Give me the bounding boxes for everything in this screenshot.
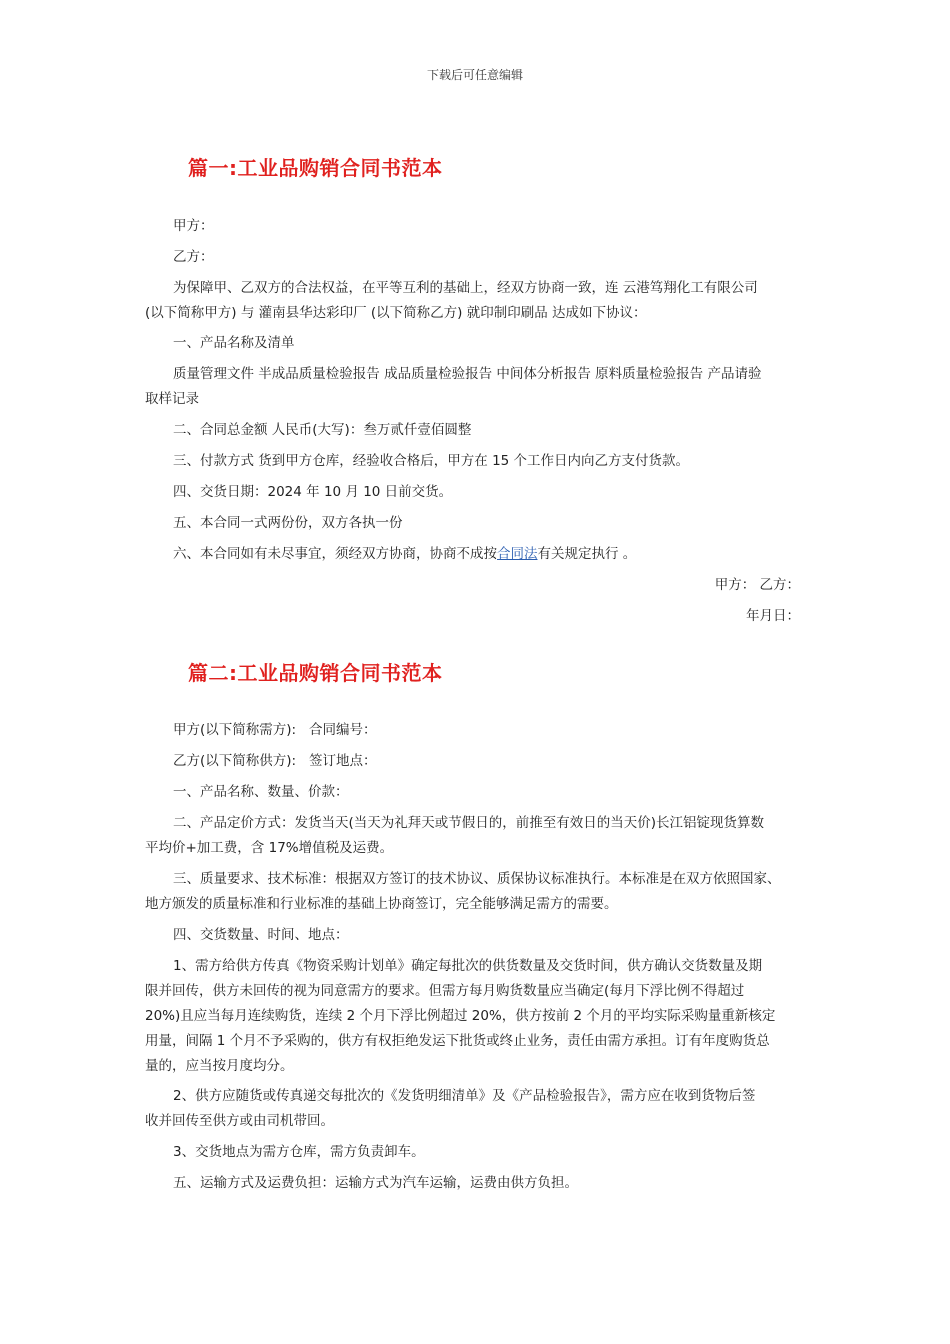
s2-item3: 三、质量要求、技术标准：根据双方签订的技术协议、质保协议标准执行。本标准是在双方依照国家、 地方颁发的质量标准和行业标准的基础上协商签订，完全能够满足需方的需要。 <box>145 871 781 912</box>
s1-item4: 四、交货日期：2024 年 10 月 10 日前交货。 <box>173 484 453 500</box>
contract-law-link[interactable]: 合同法 <box>497 546 538 562</box>
page-header: 下载后可任意编辑 <box>426 68 523 82</box>
s2-item1: 一、产品名称、数量、价款： <box>173 784 349 800</box>
s1-item5: 五、本合同一式两份份，双方各执一份 <box>173 515 403 531</box>
s2-item2: 二、产品定价方式：发货当天(当天为礼拜天或节假日的，前推至有效日的当天价)长江铝锭现货算数 平均价+加工费，含 17%增值税及运费。 <box>145 815 765 856</box>
s2-party-a: 甲方(以下简称需方): 合同编号： <box>173 722 377 738</box>
s1-party-b: 乙方： <box>173 249 214 265</box>
s2-item4-3: 3、交货地点为需方仓库，需方负责卸车。 <box>173 1144 425 1160</box>
section2-title: 篇二:工业品购销合同书范本 <box>188 661 443 685</box>
s2-item4: 四、交货数量、时间、地点： <box>173 927 349 943</box>
section1-title: 篇一:工业品购销合同书范本 <box>188 156 443 180</box>
s1-item6: 六、本合同如有未尽事宜，须经双方协商，协商不成按合同法有关规定执行 。 <box>173 546 637 562</box>
s2-item4-1: 1、需方给供方传真《物资采购计划单》确定每批次的供货数量及交货时间，供方确认交货数量及期 限并回传，供方未回传的视为同意需方的要求。但需方每月购货数量应当确定(每月下浮比例不得超过 20%)且应当每月连续购货，连续 2 个月下浮比例超过 20%，供方按前 2 个月的平均实际采购量重新核定 用量，间隔 1 个月不予采购的，供方有权拒绝发运下批货或终止业务，责任由需方承担。订有年度购货总 量的，应当按月度均分。 <box>145 958 776 1074</box>
s1-item1: 一、产品名称及清单 <box>173 335 295 351</box>
s1-sign-parties: 甲方： 乙方： <box>714 577 800 593</box>
s1-item3: 三、付款方式 货到甲方仓库，经验收合格后，甲方在 15 个工作日内向乙方支付货款。 <box>173 453 690 469</box>
s1-sign-date: 年月日： <box>746 608 800 624</box>
s2-item5: 五、运输方式及运费负担：运输方式为汽车运输，运费由供方负担。 <box>173 1175 578 1191</box>
s2-item4-2: 2、供方应随货或传真递交每批次的《发货明细清单》及《产品检验报告》，需方应在收到货物后签 收并回传至供方或由司机带回。 <box>145 1088 756 1129</box>
s1-party-a: 甲方： <box>173 218 214 234</box>
s1-item1-detail: 质量管理文件 半成品质量检验报告 成品质量检验报告 中间体分析报告 原料质量检验报告 产品请验 取样记录 <box>145 366 762 407</box>
s2-party-b: 乙方(以下简称供方): 签订地点： <box>173 753 377 769</box>
s1-item2: 二、合同总金额 人民币(大写)：叁万贰仟壹佰圆整 <box>173 422 472 438</box>
s1-intro: 为保障甲、乙双方的合法权益，在平等互利的基础上，经双方协商一致，连 云港笃翔化工有限公司 (以下简称甲方) 与 灌南县华达彩印厂 (以下简称乙方) 就印制印刷品 达成如下协议： <box>145 280 758 321</box>
